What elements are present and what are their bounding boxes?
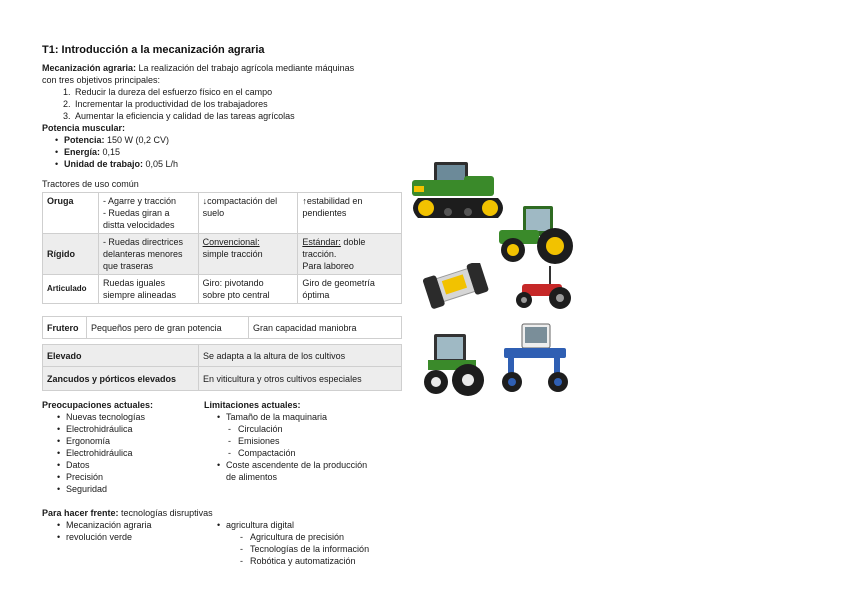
frente-right-list xyxy=(226,519,294,531)
preocupaciones-list xyxy=(66,411,145,495)
list-item: • Electrohidráulica xyxy=(66,447,145,459)
table-row xyxy=(43,275,402,304)
elevado-table xyxy=(42,344,402,391)
list-item: • revolución verde xyxy=(66,531,152,543)
limitaciones-list-2 xyxy=(226,459,367,471)
table-cell: Zancudos y pórticos elevados xyxy=(43,367,199,391)
table-cell: Oruga xyxy=(43,193,99,234)
tractores-heading: Tractores de uso común xyxy=(42,179,139,189)
list-item: 3. Aumentar la eficiencia y calidad de las tareas agrícolas xyxy=(63,111,295,121)
table-cell: ↓compactación del suelo xyxy=(198,193,298,234)
table-cell: Gran capacidad maniobra xyxy=(249,317,402,339)
rigid-tractor-image xyxy=(493,204,577,266)
table-cell: Estándar: doble tracción. Para laboreo xyxy=(298,234,402,275)
list-item: • Unidad de trabajo: 0,05 L/h xyxy=(64,158,178,170)
list-item: • Electrohidráulica xyxy=(66,423,145,435)
list-item: • Nuevas tecnologías xyxy=(66,411,145,423)
list-item: • Precisión xyxy=(66,471,145,483)
table-row xyxy=(43,234,402,275)
list-item: - Robótica y automatización xyxy=(250,555,369,567)
intro-line1: La realización del trabajo agrícola mediante máquinas xyxy=(136,63,355,73)
list-item: - Emisiones xyxy=(238,435,296,447)
objectives-list xyxy=(63,86,295,122)
table-row xyxy=(43,367,402,391)
potencia-heading: Potencia muscular: xyxy=(42,123,126,133)
list-item: - Compactación xyxy=(238,447,296,459)
limitaciones-heading: Limitaciones actuales: xyxy=(204,400,301,410)
table-cell: Elevado xyxy=(43,345,199,367)
limitaciones-list xyxy=(226,411,327,423)
preocupaciones-heading: Preocupaciones actuales: xyxy=(42,400,154,410)
list-item: • Coste ascendente de la producción xyxy=(226,459,367,471)
table-row xyxy=(43,345,402,367)
limitaciones-sublist xyxy=(238,423,296,459)
frutero-tractor-image xyxy=(510,264,580,310)
table-cell: En viticultura y otros cultivos especiales xyxy=(199,367,402,391)
table-row xyxy=(43,317,402,339)
table-cell: - Agarre y tracción - Ruedas giran a distta velocidades xyxy=(98,193,198,234)
page-title: T1: Introducción a la mecanización agraria xyxy=(42,44,265,56)
intro-term: Mecanización agraria: xyxy=(42,63,137,73)
table-cell: Ruedas iguales siempre alineadas xyxy=(98,275,198,304)
list-item: • Energía: 0,15 xyxy=(64,146,178,158)
potencia-list xyxy=(64,134,178,170)
elevado-tractor-image xyxy=(420,330,488,400)
frente-left-list xyxy=(66,519,152,543)
table-cell: ↑estabilidad en pendientes xyxy=(298,193,402,234)
frente-line: Para hacer frente: tecnologías disruptivas xyxy=(42,508,213,518)
table-cell: Se adapta a la altura de los cultivos xyxy=(199,345,402,367)
list-item: • Ergonomía xyxy=(66,435,145,447)
table-cell: Pequeños pero de gran potencia xyxy=(87,317,249,339)
list-item: • Datos xyxy=(66,459,145,471)
list-item: 2. Incrementar la productividad de los trabajadores xyxy=(63,99,268,109)
articulated-tractor-image xyxy=(416,263,496,309)
list-item: - Circulación xyxy=(238,423,296,435)
frente-sublist xyxy=(250,531,369,567)
tractores-table xyxy=(42,192,402,304)
zancudo-tractor-image xyxy=(492,322,576,394)
list-item: - Agricultura de precisión xyxy=(250,531,369,543)
table-row xyxy=(43,193,402,234)
intro-paragraph xyxy=(42,62,354,86)
list-item: • agricultura digital xyxy=(226,519,294,531)
list-item: • Tamaño de la maquinaria xyxy=(226,411,327,423)
table-cell: Frutero xyxy=(43,317,87,339)
table-cell: Giro de geometría óptima xyxy=(298,275,402,304)
table-cell: Rígido xyxy=(43,234,99,275)
frutero-table xyxy=(42,316,402,339)
table-cell: Articulado xyxy=(43,275,99,304)
table-cell: - Ruedas directrices delanteras menores que traseras xyxy=(98,234,198,275)
table-cell: Convencional: simple tracción xyxy=(198,234,298,275)
list-item: 1. Reducir la dureza del esfuerzo físico en el campo xyxy=(63,87,273,97)
list-item: • Seguridad xyxy=(66,483,145,495)
limitaciones-continuation: de alimentos xyxy=(226,472,278,482)
intro-line2: con tres objetivos principales: xyxy=(42,75,161,85)
list-item: • Potencia: 150 W (0,2 CV) xyxy=(64,134,178,146)
list-item: - Tecnologías de la información xyxy=(250,543,369,555)
list-item: • Mecanización agraria xyxy=(66,519,152,531)
table-cell: Giro: pivotando sobre pto central xyxy=(198,275,298,304)
